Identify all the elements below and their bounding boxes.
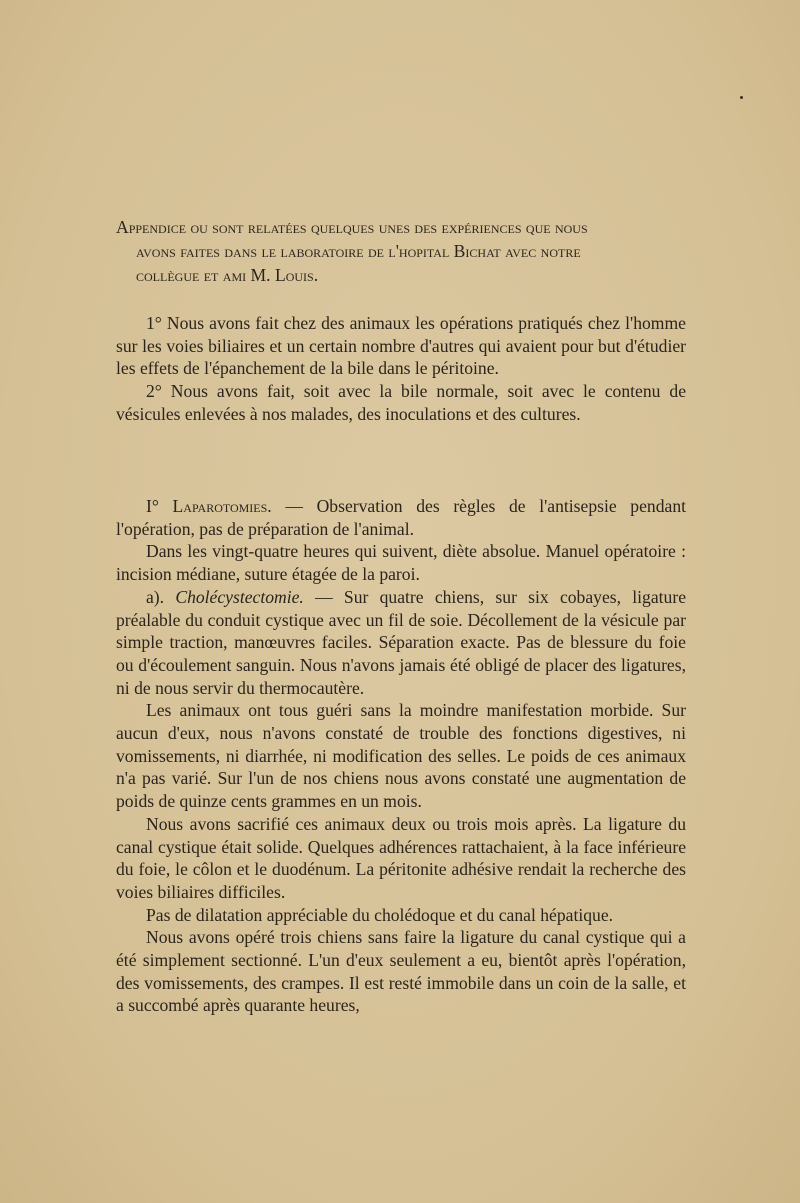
- experiments-section: [116, 312, 686, 426]
- three-dogs-paragraph: Nous avons opéré trois chiens sans faire la ligature du canal cystique qui a été simplement sectionné. L'un d'eux seulement a eu, bientôt après l'opération, des vomissements, des crampes. Il est resté immobile dans un coin de la salle, et a succombé après quarante heures,: [116, 927, 686, 1016]
- healing-paragraph: Les animaux ont tous guéri sans la moindre manifestation morbide. Sur aucun d'eux, nous n'avons constaté de trouble des fonctions digestives, ni vomissements, ni diarrhée, ni modification des selles. Le poids de ces animaux n'a pas varié. Sur l'un de nos chiens nous avons constaté une augmentation de poids de quinze cents grammes en un mois.: [116, 700, 686, 812]
- diet-paragraph: Dans les vingt-quatre heures qui suivent, diète absolue. Manuel opératoire : incision médiane, suture étagée de la paroi.: [116, 541, 686, 585]
- experiments-paragraph-1: 1° Nous avons fait chez des animaux les opérations pratiqués chez l'homme sur les voies biliaires et un certain nombre d'autres qui avaient pour but d'étudier les effets de l'épanchement de la bile dans le péritoine.: [116, 313, 686, 379]
- subsection-a-label: a).: [146, 586, 165, 607]
- heading-line-3: collègue et ami M. Louis.: [136, 265, 319, 285]
- cholecystectomy-paragraph: [116, 586, 686, 700]
- experiments-paragraph-2: 2° Nous avons fait, soit avec la bile normale, soit avec le contenu de vésicules enlevées à nos malades, des inoculations et des cultures.: [116, 381, 686, 424]
- heading-line-1: Appendice ou sont relatées quelques unes des expériences que nous: [116, 217, 588, 237]
- heading-line-2: avons faites dans le laboratoire de l'hopital Bichat avec notre: [136, 241, 581, 261]
- laparotomies-section: [116, 495, 686, 1017]
- sacrifice-paragraph: Nous avons sacrifié ces animaux deux ou trois mois après. La ligature du canal cystique était solide. Quelques adhérences rattachaient, à la face inférieure du foie, le côlon et le duodénum. La péritonite adhésive rendait la recherche des voies biliaires difficiles.: [116, 813, 686, 902]
- subsection-a-text: — Sur quatre chiens, sur six cobayes, ligature préalable du conduit cystique avec un fil de soie. Décollement de la vésicule par simple traction, manœuvres faciles. Séparation exacte. Pas de blessure du foie ou d'écoulement sanguin. Nous n'avons jamais été obligé de placer des ligatures, ni de nous servir du thermocautère.: [116, 586, 687, 698]
- appendix-heading: [116, 215, 686, 287]
- ink-speck: [740, 96, 743, 99]
- laparotomies-intro-text: — Observation des règles de l'antisepsie pendant l'opération, pas de préparation de l'animal.: [116, 496, 687, 539]
- dilatation-paragraph: Pas de dilatation appréciable du cholédoque et du canal hépatique.: [146, 904, 614, 925]
- laparotomies-intro: [116, 495, 686, 540]
- subsection-a-title: Cholécystectomie.: [175, 586, 304, 607]
- laparotomies-label: I° Laparotomies.: [146, 496, 272, 516]
